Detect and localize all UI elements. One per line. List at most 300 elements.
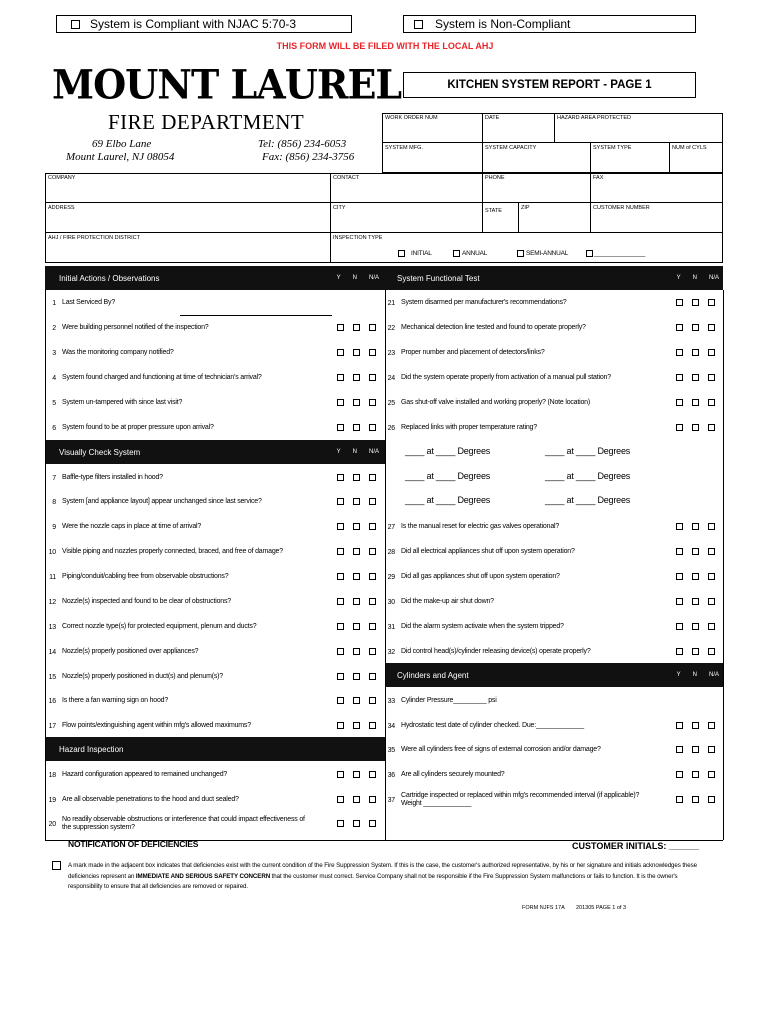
no-checkbox[interactable]	[353, 424, 360, 431]
yes-checkbox[interactable]	[337, 697, 344, 704]
item-number: 30	[387, 598, 395, 606]
yn-checkboxes	[337, 424, 376, 431]
checklist-row	[385, 744, 671, 756]
yes-checkbox[interactable]	[676, 771, 683, 778]
yes-checkbox[interactable]	[676, 796, 683, 803]
yn-checkboxes	[676, 573, 715, 580]
na-checkbox[interactable]	[708, 548, 715, 555]
na-checkbox[interactable]	[369, 598, 376, 605]
yes-checkbox[interactable]	[676, 324, 683, 331]
yes-checkbox[interactable]	[337, 324, 344, 331]
no-checkbox[interactable]	[353, 796, 360, 803]
no-checkbox[interactable]	[692, 399, 699, 406]
checklist-row	[385, 372, 671, 384]
checklist-row	[46, 769, 342, 781]
na-checkbox[interactable]	[369, 349, 376, 356]
yes-checkbox[interactable]	[337, 673, 344, 680]
field-phone[interactable]: PHONE	[483, 173, 591, 203]
no-checkbox[interactable]	[353, 399, 360, 406]
no-checkbox[interactable]	[353, 648, 360, 655]
na-checkbox[interactable]	[708, 722, 715, 729]
item-text: Were building personnel notified of the inspection?	[62, 324, 209, 331]
no-checkbox[interactable]	[353, 623, 360, 630]
yn-checkboxes	[337, 349, 376, 356]
item-text: Correct nozzle type(s) for protected equipment, plenum and ducts?	[62, 623, 257, 630]
na-checkbox[interactable]	[369, 399, 376, 406]
yn-checkboxes	[337, 548, 376, 555]
no-checkbox[interactable]	[353, 324, 360, 331]
item-number: 33	[387, 697, 395, 705]
other-checkbox[interactable]	[586, 250, 593, 257]
checklist-row	[46, 571, 342, 583]
no-checkbox[interactable]	[692, 648, 699, 655]
no-checkbox[interactable]	[353, 474, 360, 481]
degree-field[interactable]: ____ at ____ Degrees	[405, 471, 491, 481]
no-checkbox[interactable]	[353, 498, 360, 505]
na-checkbox[interactable]	[708, 324, 715, 331]
item-text: Did the system operate properly from activation of a manual pull station?	[401, 374, 611, 381]
item-text: Proper number and placement of detectors/links?	[401, 349, 545, 356]
compliant-box[interactable]	[56, 15, 352, 33]
logo-subtitle: FIRE DEPARTMENT	[108, 110, 305, 134]
no-checkbox[interactable]	[692, 424, 699, 431]
checklist-row	[385, 695, 671, 707]
na-checkbox[interactable]	[708, 598, 715, 605]
annual-checkbox[interactable]	[453, 250, 460, 257]
checklist-row	[46, 521, 342, 533]
no-checkbox[interactable]	[692, 349, 699, 356]
dept-tel: Tel: (856) 234-6053	[258, 138, 347, 150]
na-checkbox[interactable]	[369, 498, 376, 505]
filing-notice: THIS FORM WILL BE FILED WITH THE LOCAL AHJ	[276, 41, 494, 51]
yes-checkbox[interactable]	[337, 374, 344, 381]
no-checkbox[interactable]	[692, 598, 699, 605]
item-number: 26	[387, 424, 395, 432]
item-text: Were all cylinders free of signs of external corrosion and/or damage?	[401, 746, 601, 753]
na-checkbox[interactable]	[369, 697, 376, 704]
no-checkbox[interactable]	[353, 573, 360, 580]
yes-checkbox[interactable]	[337, 523, 344, 530]
yn-checkboxes	[676, 623, 715, 630]
yes-checkbox[interactable]	[676, 573, 683, 580]
initial-label: INITIAL	[411, 250, 432, 257]
no-checkbox[interactable]	[692, 722, 699, 729]
dept-fax: Fax: (856) 234-3756	[262, 151, 355, 163]
yn-checkboxes	[676, 424, 715, 431]
yn-checkboxes	[337, 820, 376, 827]
item-text: Is there a fan warning sign on hood?	[62, 697, 169, 704]
other-label: _______________	[594, 250, 646, 257]
yn-checkboxes	[337, 523, 376, 530]
na-checkbox[interactable]	[369, 523, 376, 530]
yn-checkboxes	[676, 648, 715, 655]
checklist-row	[46, 621, 342, 633]
item-text: Is the manual reset for electric gas valves operational?	[401, 523, 560, 530]
logo-title: MOUNT LAUREL	[52, 60, 402, 109]
no-checkbox[interactable]	[353, 771, 360, 778]
yes-checkbox[interactable]	[676, 598, 683, 605]
item-text: Baffle-type filters installed in hood?	[62, 474, 163, 481]
na-checkbox[interactable]	[369, 424, 376, 431]
no-checkbox[interactable]	[353, 548, 360, 555]
na-checkbox[interactable]	[369, 673, 376, 680]
no-checkbox[interactable]	[692, 796, 699, 803]
yes-checkbox[interactable]	[337, 820, 344, 827]
item-number: 4	[52, 374, 56, 382]
yn-checkboxes	[676, 598, 715, 605]
yn-checkboxes	[676, 796, 715, 803]
yes-checkbox[interactable]	[337, 722, 344, 729]
checklist-row	[46, 794, 342, 806]
no-checkbox[interactable]	[692, 374, 699, 381]
item-number: 14	[48, 648, 56, 656]
checklist-row	[385, 794, 656, 806]
field-date[interactable]: DATE	[483, 113, 555, 143]
initial-checkbox[interactable]	[398, 250, 405, 257]
item-number: 18	[48, 771, 56, 779]
no-checkbox[interactable]	[692, 324, 699, 331]
field-address[interactable]: ADDRESS	[45, 203, 331, 233]
checklist-row	[385, 397, 671, 409]
item-text: Piping/conduit/cabling free from observable obstructions?	[62, 573, 229, 580]
na-checkbox[interactable]	[708, 349, 715, 356]
yn-checkboxes	[337, 697, 376, 704]
item-number: 32	[387, 648, 395, 656]
field-city[interactable]: CITY	[331, 203, 483, 233]
checklist-row	[46, 720, 342, 732]
yes-checkbox[interactable]	[337, 573, 344, 580]
item-text: Hydrostatic test date of cylinder checked. Due:_____________	[401, 722, 584, 729]
yes-checkbox[interactable]	[676, 399, 683, 406]
yn-checkboxes	[676, 324, 715, 331]
item-text: Gas shut-off valve installed and working properly? (Note location)	[401, 399, 590, 406]
no-checkbox[interactable]	[353, 523, 360, 530]
checklist-row	[46, 322, 342, 334]
na-checkbox[interactable]	[369, 474, 376, 481]
item-text: Did control head(s)/cylinder releasing device(s) operate properly?	[401, 648, 591, 655]
inspection-options	[398, 250, 645, 257]
section-visual-check: Visually Check System Y N N/A	[45, 440, 385, 464]
yes-checkbox[interactable]	[337, 424, 344, 431]
checklist-row	[385, 720, 671, 732]
item-text: Are all observable penetrations to the hood and duct sealed?	[62, 796, 239, 803]
field-company[interactable]: COMPANY	[45, 173, 331, 203]
field-ahj[interactable]: AHJ / FIRE PROTECTION DISTRICT	[45, 233, 331, 263]
customer-initials[interactable]: CUSTOMER INITIALS: ______	[572, 841, 699, 851]
deficiency-heading: NOTIFICATION OF DEFICIENCIES	[68, 839, 199, 849]
yes-checkbox[interactable]	[337, 474, 344, 481]
item-text: Are all cylinders securely mounted?	[401, 771, 505, 778]
yes-checkbox[interactable]	[676, 424, 683, 431]
item-number: 10	[48, 548, 56, 556]
item-text: System found charged and functioning at time of technician's arrival?	[62, 374, 262, 381]
degree-field[interactable]: ____ at ____ Degrees	[405, 495, 491, 505]
item-number: 29	[387, 573, 395, 581]
item-number: 13	[48, 623, 56, 631]
yes-checkbox[interactable]	[337, 771, 344, 778]
no-checkbox[interactable]	[692, 746, 699, 753]
item-number: 20	[48, 820, 56, 828]
yn-checkboxes	[337, 796, 376, 803]
yes-checkbox[interactable]	[676, 746, 683, 753]
no-checkbox[interactable]	[692, 548, 699, 555]
annual-label: ANNUAL	[462, 250, 488, 257]
checklist-row	[46, 297, 342, 309]
item-number: 7	[52, 474, 56, 482]
checklist-row	[46, 372, 342, 384]
na-checkbox[interactable]	[708, 648, 715, 655]
yes-checkbox[interactable]	[676, 722, 683, 729]
na-checkbox[interactable]	[369, 771, 376, 778]
no-checkbox[interactable]	[353, 673, 360, 680]
item-number: 17	[48, 722, 56, 730]
yes-checkbox[interactable]	[676, 374, 683, 381]
yn-checkboxes	[337, 623, 376, 630]
yes-checkbox[interactable]	[337, 796, 344, 803]
item-number: 25	[387, 399, 395, 407]
item-text: Did the make-up air shut down?	[401, 598, 494, 605]
item-number: 27	[387, 523, 395, 531]
yn-checkboxes	[337, 474, 376, 481]
semi-annual-label: SEMI-ANNUAL	[526, 250, 569, 257]
yn-header: Y N N/A	[676, 275, 719, 281]
na-checkbox[interactable]	[369, 573, 376, 580]
item-number: 23	[387, 349, 395, 357]
yn-checkboxes	[337, 498, 376, 505]
page-number: 201305 PAGE 1 of 3	[576, 905, 627, 911]
degree-field[interactable]: ____ at ____ Degrees	[545, 471, 631, 481]
na-checkbox[interactable]	[708, 374, 715, 381]
report-title: KITCHEN SYSTEM REPORT - PAGE 1	[403, 72, 696, 98]
yn-header: Y N N/A	[336, 449, 379, 455]
info-grid	[45, 113, 723, 263]
item-number: 37	[387, 796, 395, 804]
na-checkbox[interactable]	[369, 548, 376, 555]
yn-checkboxes	[337, 573, 376, 580]
na-checkbox[interactable]	[369, 820, 376, 827]
degree-field[interactable]: ____ at ____ Degrees	[545, 495, 631, 505]
yes-checkbox[interactable]	[337, 498, 344, 505]
item-text: System un-tampered with since last visit?	[62, 399, 183, 406]
item-text: Nozzle(s) properly positioned over appliances?	[62, 648, 199, 655]
item-text: System disarmed per manufacturer's recommendations?	[401, 299, 567, 306]
item-text: Did all gas appliances shut off upon system operation?	[401, 573, 560, 580]
field-customer-number[interactable]: CUSTOMER NUMBER	[591, 203, 723, 233]
field-system-capacity[interactable]: SYSTEM CAPACITY	[483, 143, 591, 173]
yn-checkboxes	[676, 374, 715, 381]
item-text: Did the alarm system activate when the system tripped?	[401, 623, 564, 630]
yes-checkbox[interactable]	[337, 548, 344, 555]
no-checkbox[interactable]	[353, 820, 360, 827]
checklist-row	[46, 695, 342, 707]
no-checkbox[interactable]	[692, 523, 699, 530]
item-number: 12	[48, 598, 56, 606]
item-number: 34	[387, 722, 395, 730]
na-checkbox[interactable]	[708, 623, 715, 630]
noncompliant-checkbox[interactable]	[414, 20, 423, 29]
yn-checkboxes	[676, 771, 715, 778]
na-checkbox[interactable]	[708, 796, 715, 803]
checklist-row	[385, 297, 671, 309]
yes-checkbox[interactable]	[676, 299, 683, 306]
no-checkbox[interactable]	[353, 374, 360, 381]
field-work-order[interactable]: WORK ORDER NUM	[382, 113, 483, 143]
na-checkbox[interactable]	[369, 796, 376, 803]
no-checkbox[interactable]	[353, 349, 360, 356]
yes-checkbox[interactable]	[676, 623, 683, 630]
na-checkbox[interactable]	[708, 523, 715, 530]
item-number: 8	[52, 498, 56, 506]
degree-field[interactable]: ____ at ____ Degrees	[405, 446, 491, 456]
checklist-row	[385, 422, 671, 434]
section-hazard: Hazard Inspection	[45, 737, 385, 761]
checklist-row	[385, 571, 671, 583]
item-number: 15	[48, 673, 56, 681]
field-system-mfg[interactable]: SYSTEM MFG.	[382, 143, 483, 173]
no-checkbox[interactable]	[692, 573, 699, 580]
yes-checkbox[interactable]	[337, 598, 344, 605]
na-checkbox[interactable]	[369, 722, 376, 729]
na-checkbox[interactable]	[708, 424, 715, 431]
yn-checkboxes	[337, 374, 376, 381]
yes-checkbox[interactable]	[676, 548, 683, 555]
no-checkbox[interactable]	[353, 697, 360, 704]
na-checkbox[interactable]	[708, 573, 715, 580]
deficiency-checkbox[interactable]	[52, 861, 61, 870]
item-number: 6	[52, 424, 56, 432]
yes-checkbox[interactable]	[676, 523, 683, 530]
yn-checkboxes	[676, 722, 715, 729]
yes-checkbox[interactable]	[676, 349, 683, 356]
checklist-row	[46, 422, 342, 434]
yn-checkboxes	[676, 299, 715, 306]
na-checkbox[interactable]	[369, 623, 376, 630]
na-checkbox[interactable]	[708, 746, 715, 753]
checklist-row	[46, 347, 342, 359]
no-checkbox[interactable]	[692, 771, 699, 778]
section-initial-actions: Initial Actions / Observations Y N N/A	[45, 266, 385, 290]
yes-checkbox[interactable]	[337, 399, 344, 406]
yn-checkboxes	[337, 399, 376, 406]
field-state[interactable]: STATE	[483, 203, 519, 233]
yes-checkbox[interactable]	[337, 648, 344, 655]
item-number: 3	[52, 349, 56, 357]
no-checkbox[interactable]	[353, 722, 360, 729]
yes-checkbox[interactable]	[337, 349, 344, 356]
form-number: FORM NJFS 17A	[522, 905, 565, 911]
item-text: Visible piping and nozzles properly connected, braced, and free of damage?	[62, 548, 283, 555]
na-checkbox[interactable]	[708, 299, 715, 306]
item-number: 24	[387, 374, 395, 382]
no-checkbox[interactable]	[353, 598, 360, 605]
yn-checkboxes	[337, 673, 376, 680]
field-zip[interactable]: ZIP	[519, 203, 591, 233]
yn-checkboxes	[676, 746, 715, 753]
checklist-row	[385, 546, 671, 558]
na-checkbox[interactable]	[369, 324, 376, 331]
degree-field[interactable]: ____ at ____ Degrees	[545, 446, 631, 456]
item-text: Nozzle(s) inspected and found to be clear of obstructions?	[62, 598, 231, 605]
checklist-row	[385, 322, 671, 334]
field-num-cyls[interactable]: NUM of CYLS	[670, 143, 723, 173]
item-number: 28	[387, 548, 395, 556]
yes-checkbox[interactable]	[676, 648, 683, 655]
checklist-row	[385, 596, 671, 608]
checklist-row	[385, 769, 671, 781]
yes-checkbox[interactable]	[337, 623, 344, 630]
field-inspection-type: INSPECTION TYPE	[331, 233, 723, 263]
yn-header: Y N N/A	[336, 275, 379, 281]
section-cylinders: Cylinders and Agent Y N N/A	[385, 663, 723, 687]
section-functional-test: System Functional Test Y N N/A	[385, 266, 723, 290]
compliant-checkbox[interactable]	[71, 20, 80, 29]
item-text: Cartridge inspected or replaced within mfg's recommended interval (if applicable)? Weight _____________	[401, 792, 640, 807]
item-text: No readily observable obstructions or interference that could impact effectiveness of the suppression system?	[62, 816, 305, 831]
item-number: 2	[52, 324, 56, 332]
item-number: 5	[52, 399, 56, 407]
noncompliant-box[interactable]	[403, 15, 696, 33]
yn-checkboxes	[676, 349, 715, 356]
field-contact[interactable]: CONTACT	[331, 173, 483, 203]
noncompliant-label: System is Non-Compliant	[435, 17, 571, 31]
semi-annual-checkbox[interactable]	[517, 250, 524, 257]
checklist-row	[385, 347, 671, 359]
yn-checkboxes	[337, 771, 376, 778]
yn-checkboxes	[337, 324, 376, 331]
checklist-row	[46, 646, 342, 658]
item-text: Replaced links with proper temperature rating?	[401, 424, 537, 431]
na-checkbox[interactable]	[369, 374, 376, 381]
yn-checkboxes	[337, 648, 376, 655]
na-checkbox[interactable]	[369, 648, 376, 655]
item-text: Was the monitoring company notified?	[62, 349, 174, 356]
field-system-type[interactable]: SYSTEM TYPE	[591, 143, 670, 173]
item-number: 9	[52, 523, 56, 531]
yn-checkboxes	[337, 598, 376, 605]
item-number: 11	[49, 573, 56, 581]
checklist-row	[385, 621, 671, 633]
item-number: 19	[48, 796, 56, 804]
checklist-row	[46, 496, 342, 508]
item-number: 16	[48, 697, 56, 705]
checklist-row	[46, 596, 342, 608]
checklist-row	[46, 818, 312, 830]
item-number: 35	[387, 746, 395, 754]
na-checkbox[interactable]	[708, 399, 715, 406]
item-number: 22	[387, 324, 395, 332]
item-number: 21	[387, 299, 395, 307]
checklist-row	[46, 472, 342, 484]
item-number: 31	[387, 623, 395, 631]
na-checkbox[interactable]	[708, 771, 715, 778]
yn-checkboxes	[337, 722, 376, 729]
item-text: System found to be at proper pressure upon arrival?	[62, 424, 214, 431]
item-text: Flow points/extinguishing agent within mfg's allowed maximums?	[62, 722, 251, 729]
no-checkbox[interactable]	[692, 299, 699, 306]
compliant-label: System is Compliant with NJAC 5:70-3	[90, 17, 297, 31]
checklist-row	[46, 546, 342, 558]
last-serviced-line[interactable]	[180, 315, 332, 316]
item-text: Were the nozzle caps in place at time of arrival?	[62, 523, 202, 530]
field-hazard-area[interactable]: HAZARD AREA PROTECTED	[555, 113, 723, 143]
yn-checkboxes	[676, 548, 715, 555]
field-fax[interactable]: FAX	[591, 173, 723, 203]
item-text: Mechanical detection line tested and found to operate properly?	[401, 324, 586, 331]
no-checkbox[interactable]	[692, 623, 699, 630]
checklist-row	[46, 671, 342, 683]
dept-address-2: Mount Laurel, NJ 08054	[66, 151, 175, 163]
checklist-row	[46, 397, 342, 409]
